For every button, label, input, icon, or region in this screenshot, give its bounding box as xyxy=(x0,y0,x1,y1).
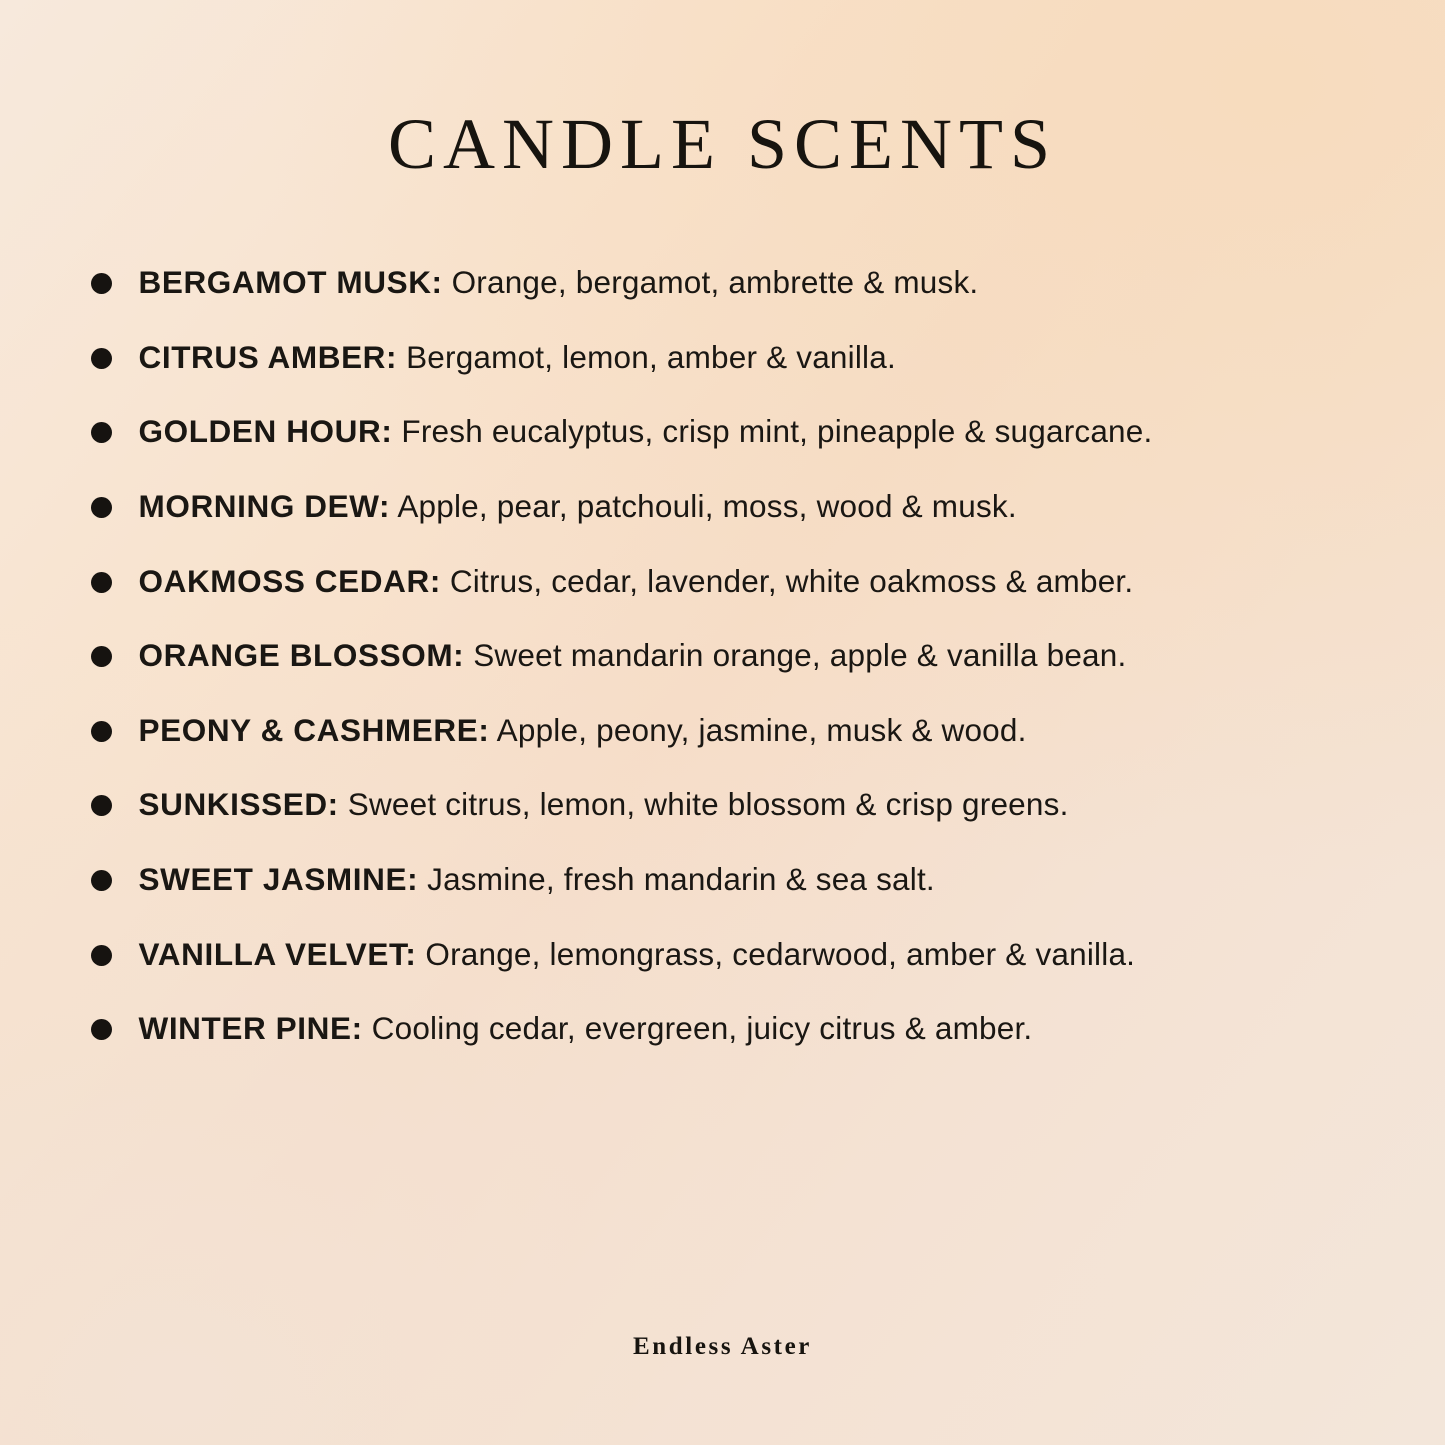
list-item xyxy=(43,784,1403,825)
bullet-icon xyxy=(91,646,112,667)
scent-name: BERGAMOT MUSK: xyxy=(138,264,443,300)
bullet-icon xyxy=(91,497,112,518)
list-item xyxy=(43,486,1403,527)
scent-list xyxy=(43,262,1403,1083)
scent-name: ORANGE BLOSSOM: xyxy=(138,637,465,674)
scent-notes: Orange, bergamot, ambrette & musk. xyxy=(451,264,979,300)
scent-notes: Jasmine, fresh mandarin & sea salt. xyxy=(427,861,935,897)
bullet-icon xyxy=(91,721,112,742)
bullet-icon xyxy=(91,795,112,816)
scent-name: SUNKISSED: xyxy=(138,786,339,823)
scent-notes: Orange, lemongrass, cedarwood, amber & vanilla. xyxy=(425,935,1136,972)
scent-name: GOLDEN HOUR: xyxy=(138,413,393,450)
bullet-icon xyxy=(91,572,112,593)
scent-name: OAKMOSS CEDAR: xyxy=(138,562,441,599)
scent-notes: Citrus, cedar, lavender, white oakmoss & amber. xyxy=(449,562,1134,599)
scent-name: VANILLA VELVET: xyxy=(138,935,417,972)
bullet-icon xyxy=(91,945,112,966)
list-item xyxy=(43,561,1403,602)
scent-name: CITRUS AMBER: xyxy=(138,338,398,375)
list-item xyxy=(43,934,1403,975)
bullet-icon xyxy=(91,870,112,891)
scent-name: MORNING DEW: xyxy=(138,487,391,524)
bullet-icon xyxy=(91,1019,112,1040)
scent-notes: Sweet mandarin orange, apple & vanilla bean. xyxy=(473,637,1127,674)
scent-notes: Cooling cedar, evergreen, juicy citrus & amber. xyxy=(371,1010,1033,1047)
page-title: CANDLE SCENTS xyxy=(387,104,1058,184)
bullet-icon xyxy=(91,422,112,443)
brand-name: Endless Aster xyxy=(633,1333,812,1360)
scent-notes: Bergamot, lemon, amber & vanilla. xyxy=(406,338,896,375)
bullet-icon xyxy=(91,348,112,369)
list-item xyxy=(43,635,1403,676)
list-item xyxy=(43,411,1403,452)
scent-notes: Apple, pear, patchouli, moss, wood & musk. xyxy=(397,487,1017,524)
scent-notes: Sweet citrus, lemon, white blossom & crisp greens. xyxy=(347,786,1069,823)
list-item xyxy=(43,859,1403,900)
bullet-icon xyxy=(91,273,112,294)
scent-name: WINTER PINE: xyxy=(138,1010,363,1047)
scent-name: SWEET JASMINE: xyxy=(138,861,419,897)
scent-name: PEONY & CASHMERE: xyxy=(138,711,490,748)
scent-notes: Fresh eucalyptus, crisp mint, pineapple & sugarcane. xyxy=(401,413,1153,450)
list-item xyxy=(43,337,1403,378)
list-item xyxy=(43,1008,1403,1049)
list-item xyxy=(43,710,1403,751)
list-item xyxy=(43,262,1403,303)
scent-notes: Apple, peony, jasmine, musk & wood. xyxy=(496,711,1027,748)
